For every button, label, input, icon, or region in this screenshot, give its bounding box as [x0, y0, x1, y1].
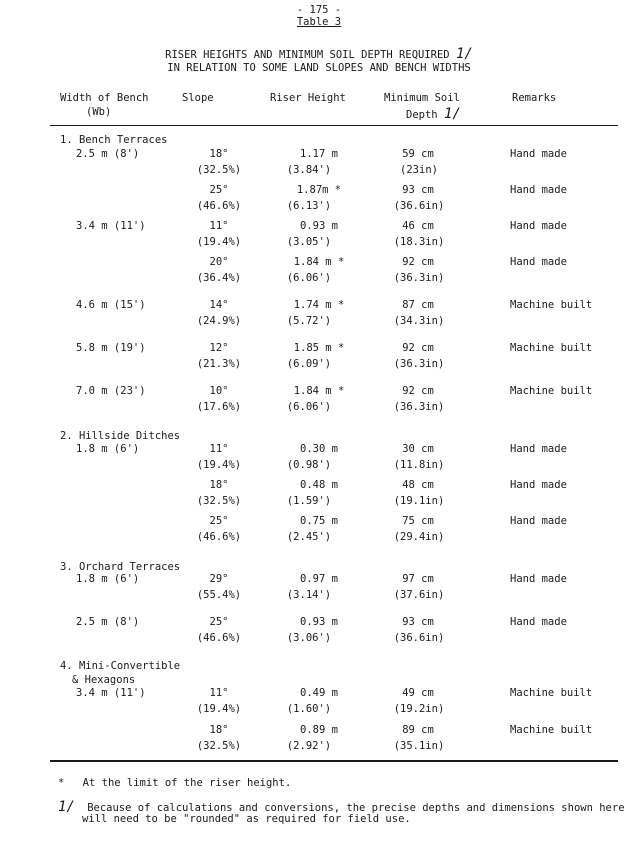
cell-riser-ft: (6.06') — [286, 272, 332, 284]
table-caption-line2: IN RELATION TO SOME LAND SLOPES AND BENCH WIDTHS — [167, 62, 471, 74]
cell-riser-m: 0.93 m — [300, 220, 338, 232]
cell-remarks: Hand made — [510, 184, 567, 196]
cell-slope-deg: 10° — [209, 385, 229, 397]
cell-riser-m: 0.49 m — [300, 687, 338, 699]
cell-riser-m: 0.75 m — [300, 515, 338, 527]
cell-depth-cm: 93 cm — [402, 184, 434, 196]
cell-slope-pct: (19.4%) — [196, 703, 242, 715]
cell-riser-ft: (3.14') — [286, 589, 332, 601]
page-number: - 175 - — [296, 4, 342, 16]
section-label: 3. Orchard Terraces — [60, 561, 181, 573]
cell-slope-pct: (46.6%) — [196, 531, 242, 543]
cell-remarks: Machine built — [510, 724, 593, 736]
cell-depth-in: (36.6in) — [393, 632, 445, 644]
cell-slope-pct: (32.5%) — [196, 164, 242, 176]
cell-slope-pct: (19.4%) — [196, 236, 242, 248]
cell-depth-in: (19.2in) — [393, 703, 445, 715]
col-header-width-abbr: (Wb) — [86, 106, 112, 118]
cell-depth-in: (11.8in) — [393, 459, 445, 471]
header-rule — [50, 125, 618, 126]
cell-riser-m: 1.74 m * — [293, 299, 345, 311]
cell-depth-cm: 75 cm — [402, 515, 434, 527]
cell-slope-pct: (24.9%) — [196, 315, 242, 327]
cell-remarks: Hand made — [510, 148, 567, 160]
cell-bench-width: 3.4 m (11') — [76, 220, 146, 232]
col-header-width: Width of Bench — [60, 92, 149, 104]
cell-riser-m: 0.89 m — [300, 724, 338, 736]
cell-riser-ft: (2.92') — [286, 740, 332, 752]
cell-riser-ft: (0.98') — [286, 459, 332, 471]
cell-riser-m: 1.17 m — [300, 148, 338, 160]
cell-depth-in: (19.1in) — [393, 495, 445, 507]
cell-bench-width: 2.5 m (8') — [76, 616, 140, 628]
caption-text: RISER HEIGHTS AND MINIMUM SOIL DEPTH REQUIRED — [165, 49, 450, 61]
cell-slope-deg: 18° — [209, 479, 229, 491]
cell-depth-cm: 87 cm — [402, 299, 434, 311]
cell-slope-pct: (21.3%) — [196, 358, 242, 370]
cell-riser-ft: (3.06') — [286, 632, 332, 644]
footnote-one-line1: Because of calculations and conversions, the precise depths and dimensions shown here — [87, 802, 625, 814]
cell-depth-cm: 49 cm — [402, 687, 434, 699]
cell-riser-m: 0.97 m — [300, 573, 338, 585]
cell-riser-ft: (6.06') — [286, 401, 332, 413]
footnote-star-mark: * — [58, 777, 65, 789]
cell-bench-width: 1.8 m (6') — [76, 573, 140, 585]
bottom-rule — [50, 760, 618, 762]
section-label: 1. Bench Terraces — [60, 134, 168, 146]
cell-slope-pct: (46.6%) — [196, 200, 242, 212]
cell-depth-cm: 92 cm — [402, 256, 434, 268]
cell-remarks: Hand made — [510, 443, 567, 455]
cell-riser-ft: (6.09') — [286, 358, 332, 370]
cell-slope-deg: 11° — [209, 687, 229, 699]
cell-depth-cm: 92 cm — [402, 342, 434, 354]
col-header-depth-line2 — [406, 106, 461, 122]
cell-slope-deg: 11° — [209, 443, 229, 455]
cell-bench-width: 4.6 m (15') — [76, 299, 146, 311]
cell-depth-in: (37.6in) — [393, 589, 445, 601]
cell-remarks: Hand made — [510, 616, 567, 628]
cell-riser-m: 1.84 m * — [293, 256, 345, 268]
caption-footnote-mark: 1/ — [455, 46, 473, 62]
cell-riser-m: 1.85 m * — [293, 342, 345, 354]
cell-remarks: Machine built — [510, 299, 593, 311]
cell-riser-m: 1.87m * — [296, 184, 342, 196]
cell-slope-deg: 20° — [209, 256, 229, 268]
cell-riser-m: 1.84 m * — [293, 385, 345, 397]
cell-slope-pct: (36.4%) — [196, 272, 242, 284]
cell-slope-deg: 25° — [209, 616, 229, 628]
cell-remarks: Machine built — [510, 342, 593, 354]
cell-depth-in: (36.3in) — [393, 401, 445, 413]
section-label-cont: & Hexagons — [72, 674, 136, 686]
cell-depth-in: (18.3in) — [393, 236, 445, 248]
cell-depth-in: (36.3in) — [393, 358, 445, 370]
cell-riser-m: 0.30 m — [300, 443, 338, 455]
cell-depth-cm: 92 cm — [402, 385, 434, 397]
cell-slope-pct: (17.6%) — [196, 401, 242, 413]
cell-remarks: Hand made — [510, 256, 567, 268]
cell-riser-ft: (6.13') — [286, 200, 332, 212]
cell-riser-ft: (5.72') — [286, 315, 332, 327]
cell-slope-pct: (32.5%) — [196, 495, 242, 507]
section-label: 2. Hillside Ditches — [60, 430, 181, 442]
cell-slope-deg: 18° — [209, 148, 229, 160]
cell-depth-in: (23in) — [400, 164, 438, 176]
section-label: 4. Mini-Convertible — [60, 660, 181, 672]
cell-remarks: Machine built — [510, 385, 593, 397]
cell-depth-cm: 46 cm — [402, 220, 434, 232]
cell-riser-ft: (3.84') — [286, 164, 332, 176]
col-header-depth: Minimum Soil — [384, 92, 460, 104]
table-label: Table 3 — [296, 16, 342, 28]
cell-depth-in: (36.3in) — [393, 272, 445, 284]
col-header-remarks: Remarks — [512, 92, 557, 104]
col-header-depth-mark: 1/ — [443, 106, 461, 122]
cell-slope-pct: (19.4%) — [196, 459, 242, 471]
cell-slope-deg: 14° — [209, 299, 229, 311]
cell-remarks: Hand made — [510, 220, 567, 232]
cell-bench-width: 3.4 m (11') — [76, 687, 146, 699]
col-header-riser: Riser Height — [270, 92, 346, 104]
cell-depth-in: (36.6in) — [393, 200, 445, 212]
cell-slope-deg: 29° — [209, 573, 229, 585]
cell-depth-cm: 93 cm — [402, 616, 434, 628]
cell-slope-pct: (32.5%) — [196, 740, 242, 752]
cell-slope-deg: 25° — [209, 515, 229, 527]
cell-depth-cm: 89 cm — [402, 724, 434, 736]
footnote-one-line2: will need to be "rounded" as required for field use. — [82, 813, 411, 825]
cell-depth-cm: 30 cm — [402, 443, 434, 455]
cell-depth-in: (29.4in) — [393, 531, 445, 543]
cell-riser-ft: (2.45') — [286, 531, 332, 543]
cell-slope-deg: 12° — [209, 342, 229, 354]
table-caption-line1 — [0, 46, 638, 62]
cell-depth-in: (35.1in) — [393, 740, 445, 752]
cell-slope-pct: (46.6%) — [196, 632, 242, 644]
footnote-star — [58, 777, 291, 789]
footnote-one-mark: 1/ — [58, 799, 75, 815]
cell-bench-width: 2.5 m (8') — [76, 148, 140, 160]
cell-depth-cm: 97 cm — [402, 573, 434, 585]
col-header-depth-text: Depth — [406, 109, 438, 121]
cell-depth-cm: 59 cm — [402, 148, 434, 160]
cell-riser-m: 0.93 m — [300, 616, 338, 628]
cell-depth-in: (34.3in) — [393, 315, 445, 327]
cell-slope-deg: 18° — [209, 724, 229, 736]
cell-remarks: Hand made — [510, 479, 567, 491]
cell-riser-ft: (1.59') — [286, 495, 332, 507]
cell-riser-m: 0.48 m — [300, 479, 338, 491]
cell-remarks: Hand made — [510, 515, 567, 527]
cell-remarks: Hand made — [510, 573, 567, 585]
cell-remarks: Machine built — [510, 687, 593, 699]
footnote-star-text: At the limit of the riser height. — [82, 777, 292, 789]
cell-bench-width: 7.0 m (23') — [76, 385, 146, 397]
cell-slope-deg: 11° — [209, 220, 229, 232]
col-header-slope: Slope — [182, 92, 214, 104]
cell-riser-ft: (3.05') — [286, 236, 332, 248]
cell-bench-width: 5.8 m (19') — [76, 342, 146, 354]
cell-slope-pct: (55.4%) — [196, 589, 242, 601]
cell-slope-deg: 25° — [209, 184, 229, 196]
cell-bench-width: 1.8 m (6') — [76, 443, 140, 455]
cell-depth-cm: 48 cm — [402, 479, 434, 491]
cell-riser-ft: (1.60') — [286, 703, 332, 715]
